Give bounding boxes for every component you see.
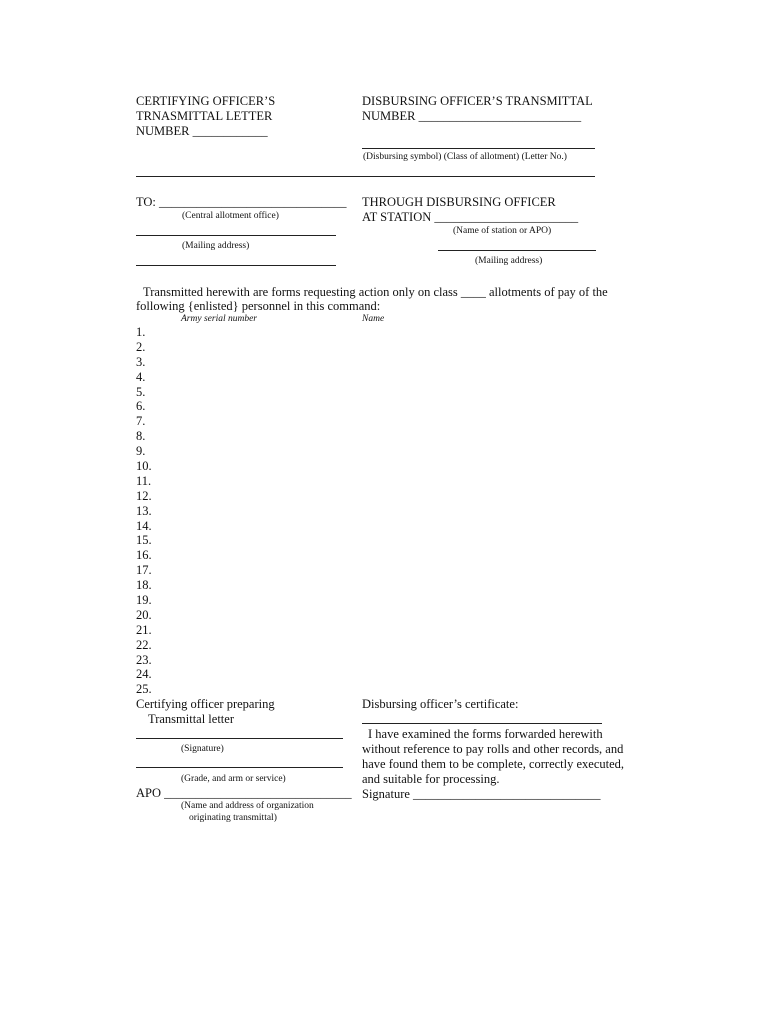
list-item: 21. — [136, 622, 152, 637]
list-item: 6. — [136, 399, 146, 414]
list-item: 1. — [136, 325, 146, 339]
disbursing-number-field: NUMBER __________________________ — [362, 109, 582, 123]
disbursing-certificate-title: Disbursing officer’s certificate: — [362, 697, 519, 711]
organization-caption-line2: originating transmittal) — [189, 813, 277, 823]
apo-field: APO ______________________________ — [136, 786, 352, 800]
to-mailing-line — [136, 265, 336, 266]
disbursing-symbol-caption: (Disbursing symbol) (Class of allotment) (Letter No.) — [363, 152, 567, 162]
disbursing-symbol-line — [362, 148, 595, 149]
disbursing-header-line1: DISBURSING OFFICER’S TRANSMITTAL — [362, 94, 593, 108]
list-item: 4. — [136, 369, 146, 384]
certifying-officer-label-line2: Transmittal letter — [148, 712, 234, 726]
certificate-text-line3: have found them to be complete, correctly executed, — [362, 757, 625, 771]
organization-caption-line1: (Name and address of organization — [181, 801, 314, 811]
list-item: 24. — [136, 667, 152, 682]
grade-line — [136, 767, 343, 768]
certificate-text-line4: and suitable for processing. — [362, 772, 500, 786]
through-mailing-caption: (Mailing address) — [475, 256, 543, 266]
through-mailing-line — [438, 250, 596, 251]
signature-line — [136, 738, 343, 739]
list-item: 25. — [136, 682, 152, 697]
list-item: 15. — [136, 533, 152, 548]
header-divider — [136, 176, 595, 177]
list-item: 13. — [136, 503, 152, 518]
list-item: 18. — [136, 578, 152, 593]
list-item: 20. — [136, 607, 152, 622]
certifying-header-line1: CERTIFYING OFFICER’S — [136, 94, 276, 108]
list-item: 17. — [136, 563, 152, 578]
list-item: 5. — [136, 384, 146, 399]
to-mailing-caption: (Mailing address) — [182, 241, 250, 251]
list-item: 8. — [136, 429, 146, 444]
certificate-line — [362, 723, 602, 724]
to-field: TO: ______________________________ — [136, 195, 347, 209]
column-header-name: Name — [362, 314, 385, 324]
central-allotment-caption: (Central allotment office) — [182, 211, 279, 221]
transmittal-statement-line1: Transmitted herewith are forms requesting action only on class ____ allotments of pay of the — [143, 285, 608, 299]
list-item: 23. — [136, 652, 152, 667]
disbursing-signature-field: Signature ______________________________ — [362, 787, 601, 801]
list-item: 10. — [136, 459, 152, 474]
central-address-line — [136, 235, 336, 236]
station-field: AT STATION _______________________ — [362, 210, 579, 224]
list-item: 14. — [136, 518, 152, 533]
certifying-number-field: NUMBER ____________ — [136, 124, 268, 138]
column-header-serial: Army serial number — [181, 314, 257, 324]
certifying-header-line2: TRNASMITTAL LETTER — [136, 109, 273, 123]
grade-caption: (Grade, and arm or service) — [181, 774, 286, 784]
list-item: 9. — [136, 444, 146, 459]
certificate-text-line1: I have examined the forms forwarded herewith — [368, 727, 603, 741]
station-caption: (Name of station or APO) — [453, 226, 552, 236]
list-item: 7. — [136, 414, 146, 429]
through-officer-heading: THROUGH DISBURSING OFFICER — [362, 195, 556, 209]
list-item: 12. — [136, 488, 152, 503]
transmittal-statement-line2: following {enlisted} personnel in this command: — [136, 299, 381, 313]
list-item: 19. — [136, 593, 152, 608]
list-item: 3. — [136, 354, 146, 369]
list-item: 11. — [136, 473, 152, 488]
personnel-list — [136, 325, 152, 697]
certifying-officer-label-line1: Certifying officer preparing — [136, 697, 275, 711]
list-item: 2. — [136, 339, 146, 354]
list-item: 22. — [136, 637, 152, 652]
signature-caption: (Signature) — [181, 744, 224, 754]
certificate-text-line2: without reference to pay rolls and other records, and — [362, 742, 624, 756]
list-item: 16. — [136, 548, 152, 563]
